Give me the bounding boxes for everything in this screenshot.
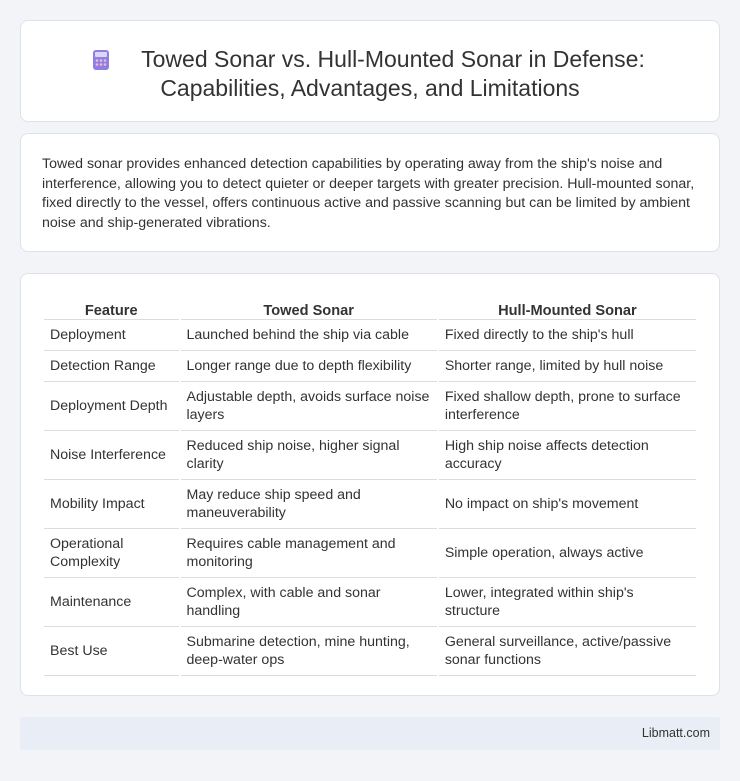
row-hull-value: No impact on ship's movement bbox=[439, 480, 696, 529]
row-towed-value: Requires cable management and monitoring bbox=[181, 529, 437, 578]
row-hull-value: High ship noise affects detection accuracy bbox=[439, 431, 696, 480]
row-hull-value: Shorter range, limited by hull noise bbox=[439, 351, 696, 382]
row-feature: Detection Range bbox=[44, 351, 179, 382]
comparison-table bbox=[42, 296, 698, 676]
row-towed-value: May reduce ship speed and maneuverability bbox=[181, 480, 437, 529]
row-hull-value: General surveillance, active/passive sonar functions bbox=[439, 627, 696, 676]
title-line-2: Capabilities, Advantages, and Limitations bbox=[160, 75, 580, 101]
footer bbox=[20, 717, 720, 750]
title-card bbox=[20, 20, 720, 122]
intro-card bbox=[20, 133, 720, 252]
table-row bbox=[44, 578, 696, 627]
row-feature: Best Use bbox=[44, 627, 179, 676]
footer-site-link[interactable]: Libmatt.com bbox=[641, 726, 710, 740]
row-towed-value: Submarine detection, mine hunting, deep-water ops bbox=[181, 627, 437, 676]
table-row bbox=[44, 431, 696, 480]
row-towed-value: Complex, with cable and sonar handling bbox=[181, 578, 437, 627]
table-row bbox=[44, 480, 696, 529]
header-feature: Feature bbox=[44, 296, 179, 320]
row-feature: Mobility Impact bbox=[44, 480, 179, 529]
page-title bbox=[21, 45, 719, 103]
row-feature: Maintenance bbox=[44, 578, 179, 627]
row-hull-value: Fixed directly to the ship's hull bbox=[439, 320, 696, 351]
table-row bbox=[44, 627, 696, 676]
intro-paragraph: Towed sonar provides enhanced detection capabilities by operating away from the ship's noise and interference, allowing you to detect quieter or deeper targets with greater precision. Hull-mounted sonar, fixed directly to the vessel, offers continuous active and passive scanning but can be limited by ambient noise and ship-generated vibrations. bbox=[42, 156, 695, 231]
table-row bbox=[44, 529, 696, 578]
row-hull-value: Fixed shallow depth, prone to surface interference bbox=[439, 382, 696, 431]
row-feature: Deployment bbox=[44, 320, 179, 351]
row-towed-value: Adjustable depth, avoids surface noise layers bbox=[181, 382, 437, 431]
row-feature: Deployment Depth bbox=[44, 382, 179, 431]
header-hull-mounted-sonar: Hull-Mounted Sonar bbox=[439, 296, 696, 320]
calculator-icon bbox=[90, 49, 112, 71]
row-towed-value: Reduced ship noise, higher signal clarity bbox=[181, 431, 437, 480]
row-towed-value: Longer range due to depth flexibility bbox=[181, 351, 437, 382]
table-header-row bbox=[44, 296, 696, 320]
row-hull-value: Lower, integrated within ship's structure bbox=[439, 578, 696, 627]
table-row bbox=[44, 382, 696, 431]
table-row bbox=[44, 351, 696, 382]
header-towed-sonar: Towed Sonar bbox=[181, 296, 437, 320]
row-feature: Operational Complexity bbox=[44, 529, 179, 578]
row-towed-value: Launched behind the ship via cable bbox=[181, 320, 437, 351]
title-line-1: Towed Sonar vs. Hull-Mounted Sonar in Defense: bbox=[141, 46, 645, 72]
row-hull-value: Simple operation, always active bbox=[439, 529, 696, 578]
comparison-card bbox=[20, 273, 720, 696]
table-row bbox=[44, 320, 696, 351]
row-feature: Noise Interference bbox=[44, 431, 179, 480]
